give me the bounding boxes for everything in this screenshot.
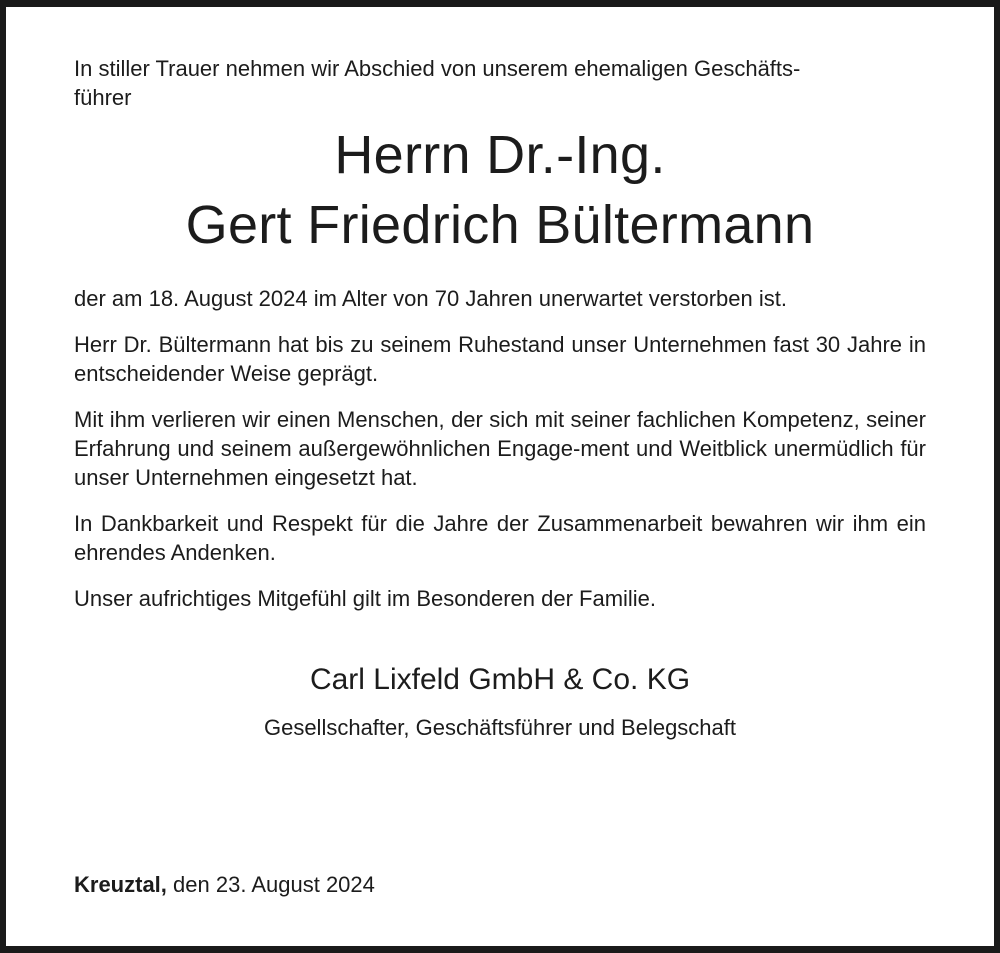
intro-text bbox=[74, 54, 926, 112]
company-subline: Gesellschafter, Geschäftsführer und Belegschaft bbox=[263, 715, 737, 740]
career-paragraph: Herr Dr. Bültermann hat bis zu seinem Ruhestand unser Unternehmen fast 30 Jahre in entscheidender Weise geprägt. bbox=[74, 332, 926, 386]
name-full-line: Gert Friedrich Bültermann bbox=[185, 195, 815, 255]
place-date-line bbox=[74, 870, 375, 899]
intro-line-2: führer bbox=[74, 85, 132, 110]
tribute-paragraph: Mit ihm verlieren wir einen Menschen, der sich mit seiner fachlichen Kompetenz, seiner Erfahrung und seinem außergewöhnlichen Engage-ment und Weitblick unermüdlich für unser Unternehmen eingesetzt hat. bbox=[74, 407, 926, 490]
place: Kreuztal, bbox=[74, 872, 167, 897]
deceased-name bbox=[74, 120, 926, 260]
name-title-line: Herrn Dr.-Ing. bbox=[334, 125, 666, 185]
death-date-paragraph: der am 18. August 2024 im Alter von 70 Jahren unerwartet verstorben ist. bbox=[74, 286, 787, 311]
date: den 23. August 2024 bbox=[173, 872, 375, 897]
intro-line-1: In stiller Trauer nehmen wir Abschied von unserem ehemaligen Geschäfts- bbox=[74, 56, 801, 81]
obituary-notice bbox=[74, 54, 926, 742]
company-name: Carl Lixfeld GmbH & Co. KG bbox=[309, 663, 691, 696]
condolence-paragraph: Unser aufrichtiges Mitgefühl gilt im Besonderen der Familie. bbox=[74, 586, 657, 611]
gratitude-paragraph: In Dankbarkeit und Respekt für die Jahre der Zusammenarbeit bewahren wir ihm ein ehrendes Andenken. bbox=[74, 511, 926, 565]
